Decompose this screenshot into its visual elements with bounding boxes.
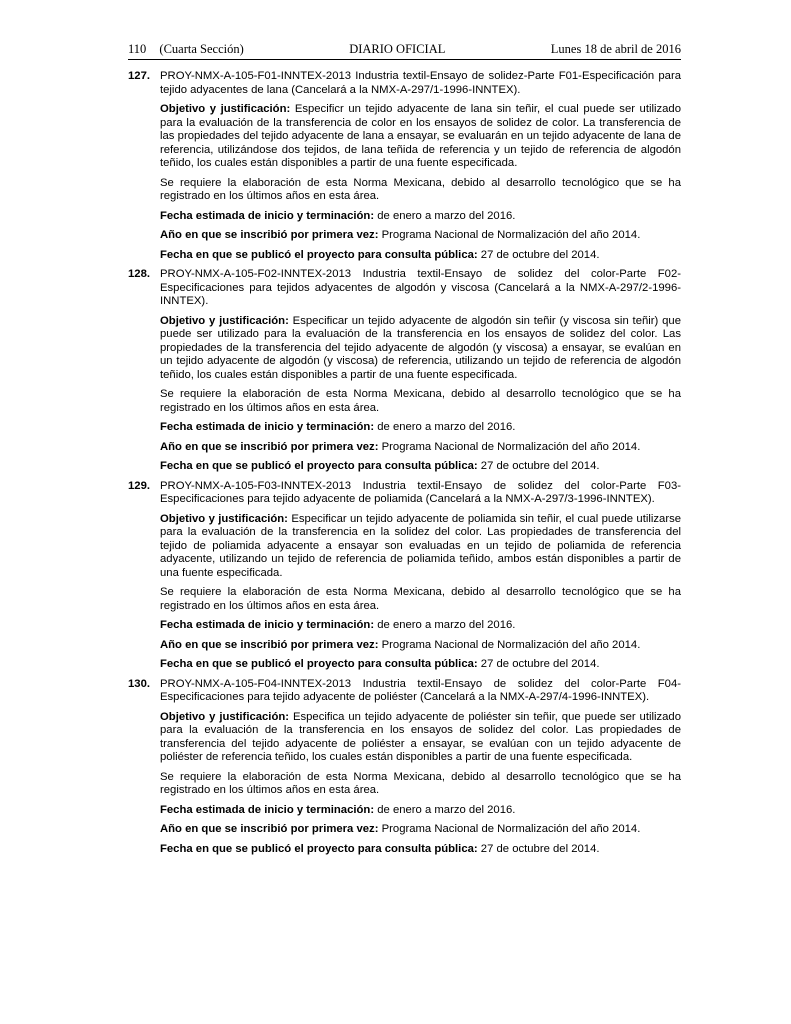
date-paragraph xyxy=(160,421,681,435)
entry-title-row xyxy=(128,678,681,705)
entry-title-row xyxy=(128,70,681,97)
publication-label: Fecha en que se publicó el proyecto para consulta pública: xyxy=(160,460,478,472)
date-paragraph xyxy=(160,210,681,224)
year-label: Año en que se inscribió por primera vez: xyxy=(160,823,379,835)
date-paragraph xyxy=(160,619,681,633)
publication-title: DIARIO OFICIAL xyxy=(349,42,446,56)
year-label: Año en que se inscribió por primera vez: xyxy=(160,229,379,241)
publication-paragraph xyxy=(160,249,681,263)
year-label: Año en que se inscribió por primera vez: xyxy=(160,440,379,453)
page-number: 110 xyxy=(128,42,147,56)
year-text: Programa Nacional de Normalización del año 2014. xyxy=(381,638,641,651)
publication-paragraph xyxy=(160,658,681,672)
objective-label: Objetivo y justificación: xyxy=(160,512,288,525)
entry-title: PROY-NMX-A-105-F04-INNTEX-2013 Industria textil-Ensayo de solidez del color-Parte F04-Especificaciones para tejido adyacente de poliéster (Cancelará a la NMX-A-297/4-1996-INNTEX). xyxy=(160,677,681,703)
objective-paragraph xyxy=(160,513,681,581)
objective-paragraph xyxy=(160,315,681,383)
publication-text: 27 de octubre del 2014. xyxy=(480,842,600,855)
objective-paragraph xyxy=(160,103,681,171)
publication-label: Fecha en que se publicó el proyecto para consulta pública: xyxy=(160,658,478,670)
date-label: Fecha estimada de inicio y terminación: xyxy=(160,209,375,222)
objective-label: Objetivo y justificación: xyxy=(160,710,290,723)
entry-number: 127. xyxy=(128,70,150,82)
date-text: de enero a marzo del 2016. xyxy=(377,209,516,222)
norm-entry xyxy=(128,480,681,672)
entries-list xyxy=(128,70,681,856)
objective-text: Especificar un tejido adyacente de algodón sin teñir (y viscosa sin teñir) que puede ser utilizado para la evaluación de la transferencia en los ensayos de solidez del color. Las propiedades de la transferencia del tejido adyacente de algodón (y viscosa) a ensayar, se evalúan en un tejido adyacente de algodón (y viscosa) de referencia, utilizando un tejido de referencia de algodón teñido, los cuales están disponibles a partir de una fuente especificada. xyxy=(160,314,681,381)
publication-text: 27 de octubre del 2014. xyxy=(480,248,600,261)
date-text: de enero a marzo del 2016. xyxy=(377,803,516,816)
year-paragraph xyxy=(160,441,681,455)
entry-number: 130. xyxy=(128,677,150,690)
objective-paragraph xyxy=(160,711,681,765)
entry-title-row xyxy=(128,480,681,507)
requirement-paragraph: Se requiere la elaboración de esta Norma Mexicana, debido al desarrollo tecnológico que se ha registrado en los últimos años en esta área. xyxy=(160,388,681,414)
publication-date: Lunes 18 de abril de 2016 xyxy=(550,42,681,56)
year-text: Programa Nacional de Normalización del año 2014. xyxy=(381,229,641,241)
norm-entry xyxy=(128,268,681,474)
publication-paragraph xyxy=(160,460,681,474)
entry-title-row xyxy=(128,268,681,309)
entry-title: PROY-NMX-A-105-F03-INNTEX-2013 Industria textil-Ensayo de solidez del color-Parte F03-Especificaciones para tejido adyacente de poliamida (Cancelará a la NMX-A-297/3-1996-INNTEX). xyxy=(160,479,681,505)
date-label: Fecha estimada de inicio y terminación: xyxy=(160,803,375,816)
requirement-paragraph: Se requiere la elaboración de esta Norma Mexicana, debido al desarrollo tecnológico que se ha registrado en los últimos años en esta área. xyxy=(160,176,681,202)
publication-label: Fecha en que se publicó el proyecto para consulta pública: xyxy=(160,842,478,855)
year-text: Programa Nacional de Normalización del año 2014. xyxy=(381,440,641,453)
year-paragraph xyxy=(160,823,681,837)
year-paragraph xyxy=(160,229,681,243)
norm-entry xyxy=(128,70,681,262)
page-header xyxy=(128,42,681,60)
entry-title: PROY-NMX-A-105-F01-INNTEX-2013 Industria textil-Ensayo de solidez-Parte F01-Especificación para tejido adyacentes de lana (Cancelará a la NMX-A-297/1-1996-INNTEX). xyxy=(160,70,681,96)
year-text: Programa Nacional de Normalización del año 2014. xyxy=(381,823,641,835)
publication-paragraph xyxy=(160,843,681,857)
objective-label: Objetivo y justificación: xyxy=(160,103,291,115)
date-label: Fecha estimada de inicio y terminación: xyxy=(160,619,375,631)
date-paragraph xyxy=(160,804,681,818)
objective-text: Especifica un tejido adyacente de poliéster sin teñir, que puede ser utilizado para la evaluación de la transferencia en los ensayos de solidez del color. Las propiedades de transferencia del tejido adyacente de poliéster a ensayar, se evalúan con un tejido adyacente de poliéster de referencia teñido, los cuales están disponibles a partir de una fuente especificada. xyxy=(160,710,681,763)
year-paragraph xyxy=(160,639,681,653)
year-label: Año en que se inscribió por primera vez: xyxy=(160,638,379,651)
header-left xyxy=(128,42,244,57)
entry-number: 129. xyxy=(128,479,150,492)
norm-entry xyxy=(128,678,681,857)
date-text: de enero a marzo del 2016. xyxy=(377,421,516,433)
entry-number: 128. xyxy=(128,268,150,280)
requirement-paragraph: Se requiere la elaboración de esta Norma Mexicana, debido al desarrollo tecnológico que se ha registrado en los últimos años en esta área. xyxy=(160,770,681,796)
section-label: (Cuarta Sección) xyxy=(159,42,244,56)
date-text: de enero a marzo del 2016. xyxy=(377,619,516,631)
publication-text: 27 de octubre del 2014. xyxy=(480,460,600,472)
publication-text: 27 de octubre del 2014. xyxy=(480,658,600,670)
objective-text: Especificar un tejido adyacente de poliamida sin teñir, el cual puede utilizarse para la evaluación de la transferencia en la solidez del color. Las propiedades de transferencia del tejido de poliamida adyacente a ensayar son evaluadas en un tejido de poliamida de referencia adyacente, utilizando un tejido de referencia de poliamida teñido, ambos están disponibles a partir de una fuente especificada. xyxy=(160,512,682,579)
objective-text: Especificr un tejido adyacente de lana sin teñir, el cual puede ser utilizado para la evaluación de la transferencia de color en los ensayos de solidez de color. La transferencia de las propiedades del tejido adyacente de lana a ensayar, se evaluarán en un tejido adyacente de lana de referencia, utilizándose dos tejidos, de lana teñida de referencia y un tejido de referencia de algodón teñido, los cuales están disponibles a partir de una fuente especificada. xyxy=(160,103,681,169)
publication-label: Fecha en que se publicó el proyecto para consulta pública: xyxy=(160,248,478,261)
requirement-paragraph: Se requiere la elaboración de esta Norma Mexicana, debido al desarrollo tecnológico que se ha registrado en los últimos años en esta área. xyxy=(160,586,681,612)
objective-label: Objetivo y justificación: xyxy=(160,314,289,327)
entry-title: PROY-NMX-A-105-F02-INNTEX-2013 Industria textil-Ensayo de solidez del color-Parte F02-Especificaciones para tejidos adyacentes de algodón y viscosa (Cancelará a la NMX-A-297/2-1996-INNTEX). xyxy=(160,268,681,307)
date-label: Fecha estimada de inicio y terminación: xyxy=(160,421,375,433)
